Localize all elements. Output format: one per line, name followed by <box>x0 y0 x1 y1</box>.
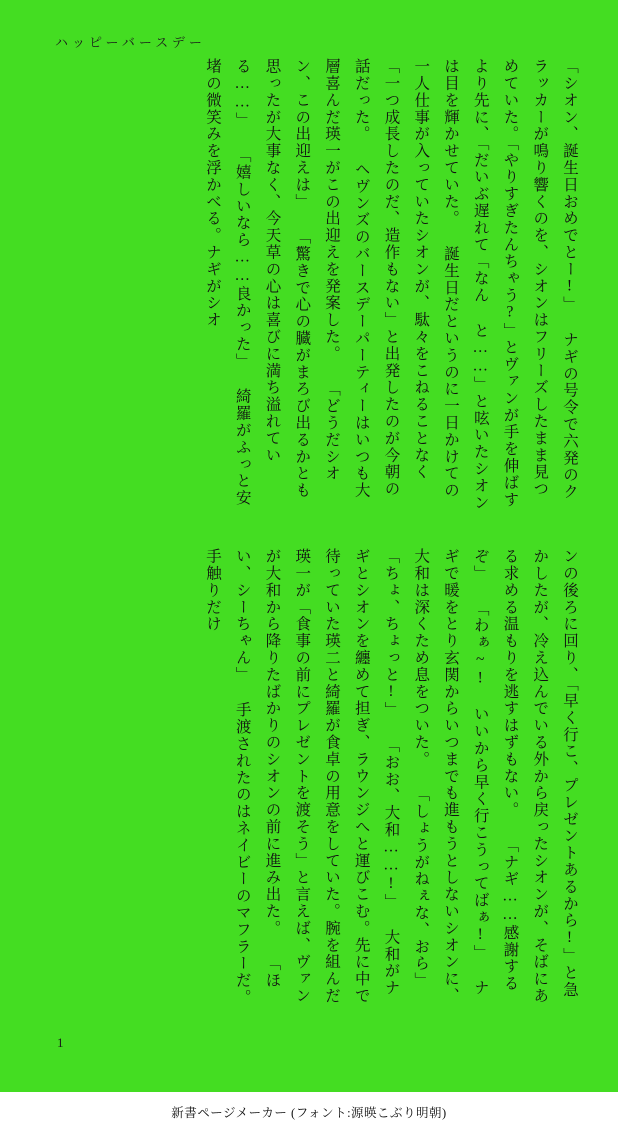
body-text-lower: ンの後ろに回り、「早く行こ、プレゼントあるから!」と急かしたが、冷え込んでいる外から戻ったシオンが、そばにある求める温もりを逃すはずもない。 「ナギ……感謝するぞ」 「わぁ~! いいから早く行こうってばぁ!」 ナギで暖をとり玄関からいつまでも進もうとしないシオンに、大和は深くため息をついた。 「しょうがねぇな、おら」 「ちょ、ちょっと!」 「おお、大和……!」 大和がナギとシオンを纏めて担ぎ、ラウンジへと運びこむ。先に中で待っていた瑛二と綺羅が食卓の用意をしていた。腕を組んだ瑛一が「食事の前にプレゼントを渡そう」と言えば、ヴァンが大和から降りたばかりのシオンの前に進み出た。 「ほい、シーちゃん」 手渡されたのはネイビーのマフラーだ。手触りだけ <box>204 548 578 1006</box>
body-text-upper: 「シオン、誕生日おめでとー!」 ナギの号令で六発のクラッカーが鳴り響くのを、シオンはフリーズしたまま見つめていた。「やりすぎたんちゃう?」とヴァンが手を伸ばすより先に、「だいぶ遅れて「なん と……」と呟いたシオンは目を輝かせていた。 誕生日だというのに一日かけての一人仕事が入っていたシオンが、駄々をこねることなく「一つ成長したのだ、造作もない」と出発したのが今朝の話だった。 ヘヴンズのバースデーパーティーはいつも大層喜んだ瑛一がこの出迎えを発案した。 「どうだシオン、この出迎えは」 「驚きで心の臓がまろび出るかとも思ったが大事なく、今天草の心は喜びに満ち溢れている……」 「嬉しいなら……良かった」 綺羅がふっと安堵の微笑みを浮かべる。ナギがシオ <box>204 58 578 512</box>
page-number: 1 <box>57 1035 64 1050</box>
vertical-text-area <box>36 58 584 1028</box>
footer-credit: 新書ページメーカー (フォント:源暎こぶり明朝) <box>171 1106 447 1120</box>
page-title: ハッピーバースデー <box>55 35 206 50</box>
footer-bar <box>0 1092 618 1132</box>
